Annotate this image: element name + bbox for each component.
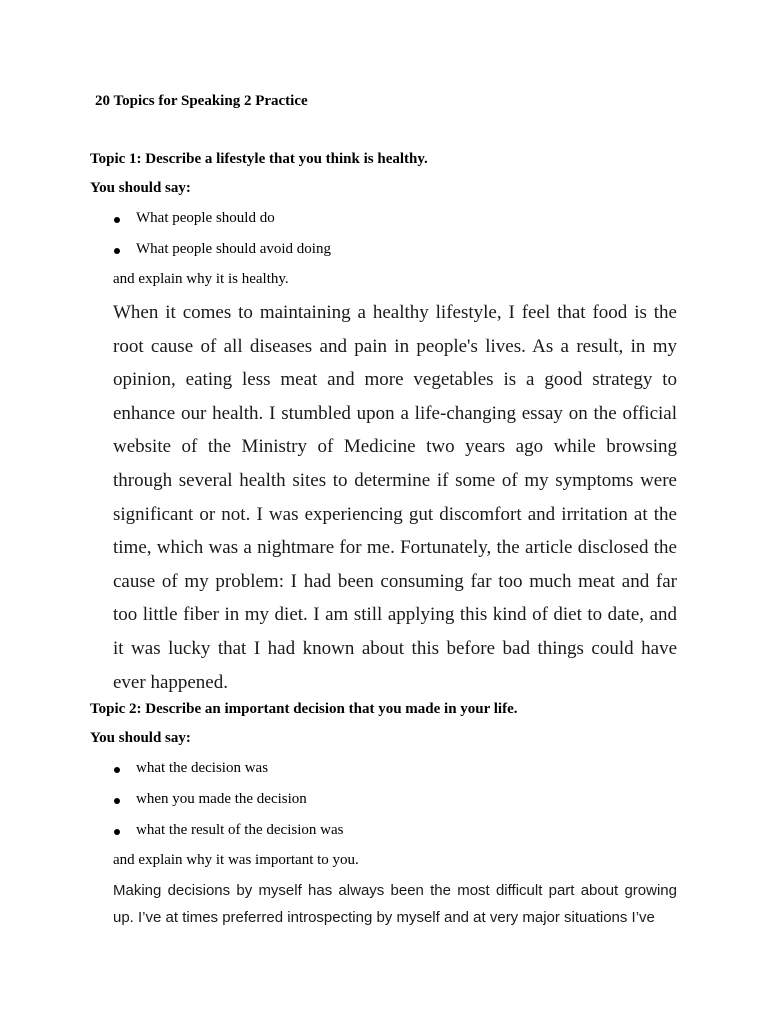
topic-2-heading: Topic 2: Describe an important decision that you made in your life. (90, 701, 518, 717)
bullet-icon (114, 798, 120, 804)
list-item-text: What people should avoid doing (136, 241, 331, 257)
list-item (114, 760, 343, 791)
topic-1-explain: and explain why it is healthy. (113, 271, 289, 287)
bullet-icon (114, 217, 120, 223)
topic-1-heading: Topic 1: Describe a lifestyle that you think is healthy. (90, 151, 428, 167)
bullet-icon (114, 248, 120, 254)
document-title: 20 Topics for Speaking 2 Practice (95, 93, 308, 109)
topic-2-answer: Making decisions by myself has always been the most difficult part about growing up. I’ve at times preferred introspecting by myself and at very major situations I’ve (113, 882, 677, 926)
topic-2-explain: and explain why it was important to you. (113, 852, 359, 868)
topic-2-bullet-list (114, 760, 343, 853)
list-item-text: what the decision was (136, 760, 269, 776)
topic-1-should-say: You should say: (90, 180, 191, 196)
topic-1-answer: When it comes to maintaining a healthy lifestyle, I feel that food is the root cause of all diseases and pain in people's lives. As a result, in my opinion, eating less meat and more vegetables is a good strategy to enhance our health. I stumbled upon a life-changing essay on the official website of the Ministry of Medicine two years ago while browsing through several health sites to determine if some of my symptoms were significant or not. I was experiencing gut discomfort and irritation at the time, which was a nightmare for me. Fortunately, the article disclosed the cause of my problem: I had been consuming far too much meat and far too little fiber in my diet. I am still applying this kind of diet to date, and it was lucky that I had known about this before bad things could have ever happened. (113, 302, 677, 693)
list-item (114, 210, 331, 241)
list-item-text: what the result of the decision was (136, 822, 344, 838)
bullet-icon (114, 829, 120, 835)
topic-2-should-say: You should say: (90, 730, 191, 746)
bullet-icon (114, 767, 120, 773)
list-item (114, 791, 343, 822)
list-item (114, 241, 331, 272)
list-item-text: What people should do (136, 210, 275, 226)
list-item (114, 822, 343, 853)
list-item-text: when you made the decision (136, 791, 307, 807)
topic-1-bullet-list (114, 210, 331, 272)
